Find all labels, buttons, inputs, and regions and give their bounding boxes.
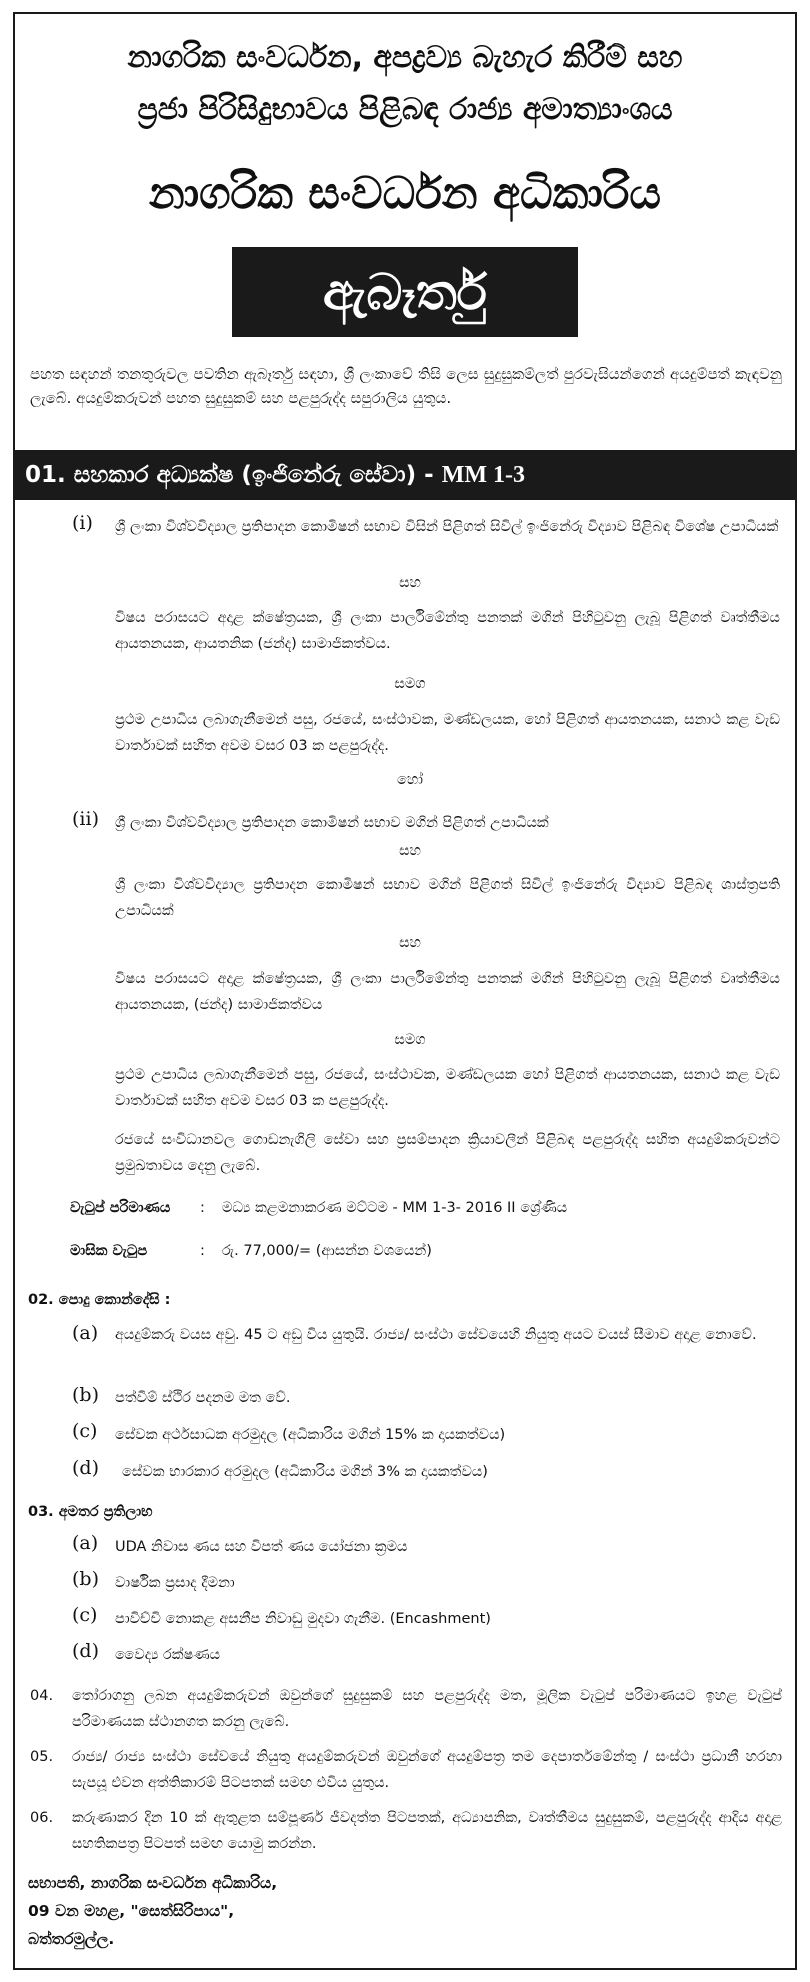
benefit-c-text: පාවිච්චි නොකළ අසනීප නිවාඩු මුදවා ගැනීම. (Encashment) <box>115 1611 491 1627</box>
note-05-text: රාජ්‍ය/ රාජ්‍ය සංස්ථා සේවයේ නියුතු අයදුම්කරුවන් ඔවුන්ගේ අයදුම්පත්‍ර තම දෙපාර්තමේන්තු / සංස්ථා ප්‍රධානී හරහා සැපයූ එවන අත්තිකාරම් පිටපතක් සමඟ එවිය යුතුය. <box>72 1749 782 1791</box>
benefit-b-label: (b) <box>72 1568 99 1590</box>
benefit-d-text: වෛද්‍ය රක්ෂණය <box>115 1647 221 1663</box>
section-01-bar <box>15 450 795 500</box>
priority-text: රජයේ සංවිධානවල ගොඩනැගිලි සේවා සහ ප්‍රසම්පාදන ක්‍රියාවලීන් පිළිබඳ පළපුරුද්ද සහිත අයදුම්කරුවන්ට ප්‍රමුඛතාවය දෙනු ලැබේ. <box>115 1132 780 1174</box>
salary-scale-value: මධ්‍ය කළමනාකරණ මට්ටම - MM 1-3- 2016 II ශ්‍රේණිය <box>222 1200 568 1216</box>
or-label: හෝ <box>396 772 424 788</box>
note-06-text: කරුණාකර දින 10 ක් ඇතුළත සම්පූර්ණ ජීවදත්ත පිටපතක්, අධ්‍යාපනික, වෘත්තීමය සුදුසුකම්, පළපුරුද්ද ආදිය අදාළ සහතිකපත්‍ර පිටපත් සමඟ යොමු කරන්න. <box>72 1810 782 1852</box>
experience-text-2: ප්‍රථම උපාධිය ලබාගැනීමෙන් පසු, රජයේ, සංස්ථාවක, මණ්ඩලයක හෝ පිළිගත් ආයතනයක, සනාථ කළ වැඩ වාර්තාවක් සහිත අවම වසර 03 ක පළපුරුද්ද. <box>115 1067 780 1109</box>
section-01-grade: MM 1-3 <box>441 461 525 488</box>
note-04-number: 04. <box>30 1688 54 1704</box>
section-01-title: 01. සහකාර අධ්‍යක්ෂ (ඉංජිනේරු සේවා) - <box>25 462 434 488</box>
monthly-salary-label: මාසික වැටුප <box>70 1243 148 1259</box>
benefit-b-text: වාර්ෂික ප්‍රසාද දීමනා <box>115 1575 235 1591</box>
benefit-c-label: (c) <box>72 1604 98 1626</box>
with-label: සමග <box>394 676 426 692</box>
footer-line-2: 09 වන මහළ, "සෙත්සිරිපාය", <box>28 1902 235 1920</box>
option-ii-text: ශ්‍රී ලංකා විශ්වවිද්‍යාල ප්‍රතිපාදන කොමිෂන් සභාව මගින් පිළිගත් උපාධියක් <box>115 815 549 831</box>
general-b-label: (b) <box>72 1384 99 1406</box>
and-label: සහ <box>399 575 421 591</box>
monthly-salary-colon: : <box>200 1243 205 1259</box>
option-ii-label: (ii) <box>72 808 99 830</box>
authority-name: නාගරික සංවර්ධන අධිකාරිය <box>148 168 662 219</box>
experience-text: ප්‍රථම උපාධිය ලබාගැනීමෙන් පසු, රජයේ, සංස්ථාවක, මණ්ඩලයක, හෝ පිළිගත් ආයතනයක, සනාථ කළ වැඩ වාර්තාවක් සහිත අවම වසර 03 ක පළපුරුද්ද. <box>115 712 780 754</box>
with-label: සමග <box>394 1032 426 1048</box>
ministry-line-2: ප්‍රජා පිරිසිදුභාවය පිළිබඳ රාජ්‍ය අමාත්‍යාංශය <box>137 92 673 127</box>
monthly-salary-value: රු. 77,000/= (ආසන්න වශයෙන්) <box>222 1243 432 1259</box>
and-label: සහ <box>399 843 421 859</box>
option-i-text: ශ්‍රී ලංකා විශ්වවිද්‍යාල ප්‍රතිපාදන කොමිෂන් සභාව විසින් පිළිගත් සිවිල් ඉංජිනේරු විද්‍යාව පිළිබඳ විශේෂ උපාධියක් <box>115 519 779 535</box>
membership-text-2: විෂය පරාසයට අදාළ ක්ෂේත්‍රයක, ශ්‍රී ලංකා පාර්ලිමේන්තු පනතක් මගින් පිහිටුවනු ලැබූ පිළිගත් වෘත්තීමය ආයතනයක, (ජන්ද) සාමාජිකත්වය <box>115 971 780 1013</box>
salary-scale-label: වැටුප් පරිමාණය <box>70 1200 171 1216</box>
section-03-title: 03. අමතර ප්‍රතිලාභ <box>28 1504 153 1520</box>
intro-paragraph: පහත සඳහන් තනතුරුවල පවතින ඇබෑර්තු සඳහා, ශ්‍රී ලංකාවේ තිසි ලෙස සුදුසුකම්ලත් පුරවැසියන්ගෙන් අයදුම්පත් කැඳවනු ලැබේ. අයදුම්කරුවන් පහත සුදුසුකම් සහ පළපුරුද්ද සපුරාලිය යුතුය. <box>30 365 782 407</box>
general-c-text: සේවක අර්ථසාධක අරමුදල (අධිකාරිය මගින් 15% ක දායකත්වය) <box>115 1427 506 1443</box>
and-label: සහ <box>399 935 421 951</box>
general-d-text: සේවක භාරකාර අරමුදල (අධිකාරිය මගින් 3% ක දායකත්වය) <box>122 1464 488 1480</box>
membership-text: විෂය පරාසයට අදාළ ක්ෂේත්‍රයක, ශ්‍රී ලංකා පාර්ලිමේන්තු පනතක් මගින් පිහිටුවනු ලැබූ පිළිගත් වෘත්තීමය ආයතනයක, ආයතනික (ජන්ද) සාමාජිකත්වය. <box>115 610 780 652</box>
general-b-text: පත්වීම් ස්ථිර පදනම මත වේ. <box>115 1390 291 1406</box>
benefit-d-label: (d) <box>72 1640 99 1662</box>
note-06-number: 06. <box>30 1810 54 1826</box>
general-c-label: (c) <box>72 1420 98 1442</box>
note-05-number: 05. <box>30 1749 54 1765</box>
salary-scale-colon: : <box>200 1200 205 1216</box>
vacancies-banner: ඇබෑර්තු <box>232 247 578 337</box>
ministry-line-1: නාගරික සංවර්ධන, අපද්‍රව්‍ය බැහැර කිරීම් සහ <box>127 40 683 75</box>
general-a-label: (a) <box>72 1322 99 1344</box>
masters-text: ශ්‍රී ලංකා විශ්වවිද්‍යාල ප්‍රතිපාදන කොමිෂන් සභාව මගින් පිළිගත් සිවිල් ඉංජිනේරු විද්‍යාව පිළිබඳ ශාස්ත්‍රපති උපාධියක් <box>115 877 780 919</box>
benefit-a-label: (a) <box>72 1532 99 1554</box>
section-02-title: 02. පොදු කොන්දේසි : <box>28 1292 171 1308</box>
benefit-a-text: UDA නිවාස ණය සහ විපත් ණය යෝජනා ක්‍රමය <box>115 1539 408 1555</box>
general-d-label: (d) <box>72 1457 99 1479</box>
general-a-text: අයදුම්කරු වයස අවු. 45 ට අඩු විය යුතුයි. රාජ්‍ය/ සංස්ථා සේවයෙහි නියුතු අයට වයස් සීමාව අදාළ නොවේ. <box>115 1327 757 1343</box>
option-i-label: (i) <box>72 512 93 534</box>
footer-line-3: බත්තරමුල්ල. <box>28 1930 115 1948</box>
footer-line-1: සභාපති, නාගරික සංවර්ධන අධිකාරිය, <box>28 1874 278 1892</box>
note-04-text: තෝරාගනු ලබන අයදුම්කරුවන් ඔවුන්ගේ සුදුසුකම් සහ පළපුරුද්ද මත, මූලික වැටුප් පරිමාණයට ඉහළ වැටුප් පරිමාණයක ස්ථානගත කරනු ලැබේ. <box>72 1688 782 1730</box>
